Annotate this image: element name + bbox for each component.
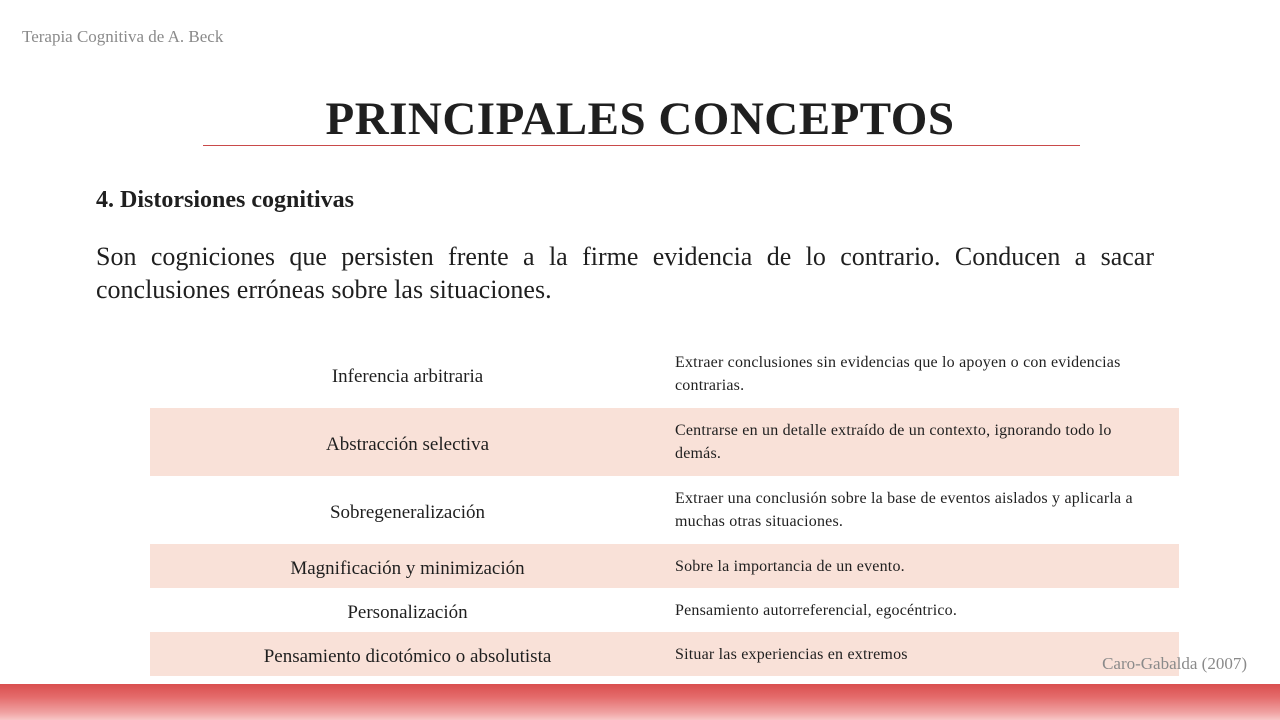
title-underline xyxy=(203,145,1080,146)
distortion-term: Personalización xyxy=(347,602,468,623)
distortion-term: Sobregeneralización xyxy=(329,502,486,523)
distortions-table xyxy=(150,340,1179,676)
definition-paragraph: Son cogniciones que persisten frente a la firme evidencia de lo contrario. Conducen a sacar conclusiones erróneas sobre las situaciones. xyxy=(96,242,1154,304)
table-row xyxy=(150,476,1179,544)
citation: Caro-Gabalda (2007) xyxy=(1102,654,1247,673)
distortion-description: Sobre la importancia de un evento. xyxy=(665,544,1179,588)
table-row xyxy=(150,340,1179,408)
table-row xyxy=(150,632,1179,676)
bottom-accent-bar xyxy=(0,684,1280,720)
distortion-description: Situar las experiencias en extremos xyxy=(665,632,1179,676)
table-row xyxy=(150,408,1179,476)
distortion-term: Pensamiento dicotómico o absolutista xyxy=(150,632,665,676)
distortion-term: Magnificación y minimización xyxy=(150,544,665,588)
table-row xyxy=(150,588,1179,632)
distortion-description: Pensamiento autorreferencial, egocéntrico. xyxy=(675,601,958,619)
section-subtitle: 4. Distorsiones cognitivas xyxy=(96,187,354,213)
distortion-description: Extraer conclusiones sin evidencias que lo apoyen o con evidencias contrarias. xyxy=(675,354,1121,394)
table-row xyxy=(150,544,1179,588)
distortion-description: Extraer una conclusión sobre la base de eventos aislados y aplicarla a muchas otras situaciones. xyxy=(675,490,1133,530)
header-note: Terapia Cognitiva de A. Beck xyxy=(22,27,224,46)
distortion-term: Abstracción selectiva xyxy=(150,408,665,476)
distortion-description: Centrarse en un detalle extraído de un contexto, ignorando todo lo demás. xyxy=(665,408,1179,476)
slide-title: PRINCIPALES CONCEPTOS xyxy=(325,93,955,145)
distortion-term: Inferencia arbitraria xyxy=(331,366,484,387)
